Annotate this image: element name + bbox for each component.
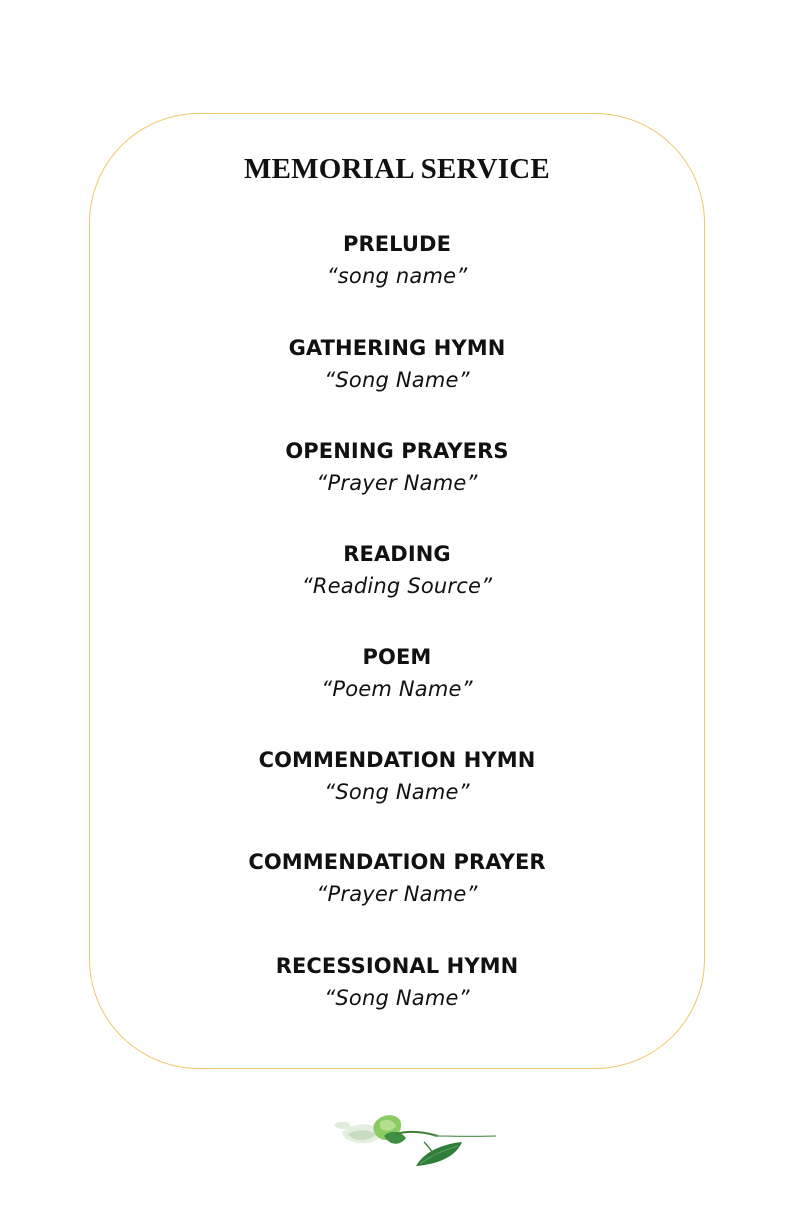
program-item-detail: “Song Name”: [324, 986, 470, 1010]
program-item-poem: [0, 642, 794, 706]
program-item-detail: “Song Name”: [324, 368, 470, 392]
program-item-commendation-prayer: [0, 847, 794, 911]
program-item-heading: COMMENDATION PRAYER: [248, 850, 546, 874]
program-item-recessional-hymn: [0, 951, 794, 1015]
program-item-detail: “Prayer Name”: [316, 882, 478, 906]
program-item-heading: OPENING PRAYERS: [285, 439, 509, 463]
program-item-heading: PRELUDE: [342, 232, 452, 256]
program-item-heading: COMMENDATION HYMN: [258, 748, 536, 772]
program-item-heading: GATHERING HYMN: [288, 336, 506, 360]
program-item-detail: “Reading Source”: [301, 574, 493, 598]
program-item-heading: READING: [343, 542, 451, 566]
program-item-detail: “Song Name”: [324, 780, 470, 804]
flower-sprig-icon: [324, 1108, 500, 1174]
program-item-detail: “Prayer Name”: [316, 471, 478, 495]
program-item-opening-prayers: [0, 436, 794, 500]
program-item-gathering-hymn: [0, 333, 794, 397]
program-item-detail: “Poem Name”: [321, 677, 473, 701]
program-item-reading: [0, 539, 794, 603]
program-item-commendation-hymn: [0, 745, 794, 809]
program-item-prelude: [0, 229, 794, 293]
program-item-detail: “song name”: [326, 264, 468, 288]
program-item-heading: RECESSIONAL HYMN: [275, 954, 519, 978]
program-item-heading: POEM: [362, 645, 432, 669]
program-title: MEMORIAL SERVICE: [244, 153, 550, 185]
